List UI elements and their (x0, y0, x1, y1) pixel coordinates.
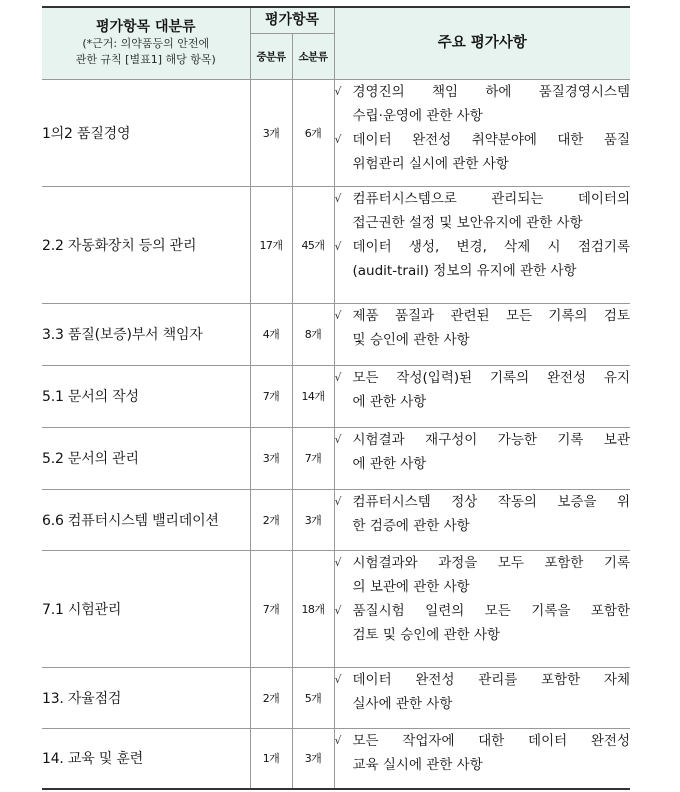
summary-cell (334, 728, 630, 789)
summary-line-1: 제품 품질과 관련된 모든 기록의 검토 (352, 307, 631, 324)
summary-line-1: 데이터 완전성 관리를 포함한 자체 (352, 671, 631, 688)
summary-cell (334, 489, 630, 550)
summary-point (335, 128, 631, 176)
category-header-note-1: (*근거: 의약품등의 안전에 (82, 37, 210, 51)
category-cell: 2.2 자동화장치 등의 관리 (42, 186, 250, 303)
minor-count-cell: 7개 (292, 427, 334, 489)
summary-line-2: 교육 실시에 관한 사항 (352, 756, 483, 773)
summary-point (335, 599, 631, 647)
table-row (42, 728, 630, 789)
major-count-cell: 2개 (250, 489, 292, 550)
major-header: 중분류 (250, 33, 292, 79)
table-row (42, 303, 630, 365)
major-count-cell: 2개 (250, 667, 292, 728)
summary-line-2: 검토 및 승인에 관한 사항 (352, 626, 501, 643)
summary-line-2: 에 관한 사항 (352, 455, 427, 472)
summary-line-1: 컴퓨터시스템으로 관리되는 데이터의 (352, 190, 631, 207)
summary-cell (334, 303, 630, 365)
summary-line-1: 컴퓨터시스템 정상 작동의 보증을 위 (352, 493, 631, 510)
summary-cell (334, 79, 630, 186)
summary-point-text (353, 551, 631, 599)
category-header-title: 평가항목 대분류 (95, 19, 196, 36)
summary-cell (334, 365, 630, 427)
summary-point (335, 366, 631, 414)
category-cell: 5.1 문서의 작성 (42, 365, 250, 427)
minor-count-cell: 8개 (292, 303, 334, 365)
major-count-cell: 3개 (250, 427, 292, 489)
major-count-cell: 3개 (250, 79, 292, 186)
summary-point (335, 668, 631, 716)
summary-point-text (353, 599, 631, 647)
check-mark-icon: √ (334, 603, 342, 617)
summary-cell (334, 186, 630, 303)
check-mark-icon: √ (334, 494, 342, 508)
summary-line-2: 접근권한 설정 및 보안유지에 관한 사항 (352, 214, 583, 231)
major-count-cell: 4개 (250, 303, 292, 365)
summary-line-2: 위험관리 실시에 관한 사항 (352, 155, 509, 172)
summary-point (335, 428, 631, 476)
major-count-cell: 7개 (250, 550, 292, 667)
summary-point (335, 729, 631, 777)
major-count-cell: 17개 (250, 186, 292, 303)
evaluation-table (42, 6, 630, 790)
table-row (42, 186, 630, 303)
summary-point-text (353, 366, 631, 414)
minor-count-cell: 14개 (292, 365, 334, 427)
check-mark-icon: √ (334, 191, 342, 205)
summary-point-text (353, 128, 631, 176)
major-count-cell: 7개 (250, 365, 292, 427)
summary-line-1: 시험결과와 과정을 모두 포함한 기록 (352, 554, 631, 571)
summary-point-text (353, 80, 631, 128)
category-cell: 7.1 시험관리 (42, 550, 250, 667)
summary-line-2: 실사에 관한 사항 (352, 695, 453, 712)
minor-count-cell: 5개 (292, 667, 334, 728)
summary-point (335, 551, 631, 599)
table-row (42, 427, 630, 489)
minor-count-cell: 18개 (292, 550, 334, 667)
table-row (42, 79, 630, 186)
category-cell: 1의2 품질경영 (42, 79, 250, 186)
summary-point (335, 490, 631, 538)
minor-count-cell: 45개 (292, 186, 334, 303)
items-header: 평가항목 (250, 7, 334, 33)
category-header-note-2: 관한 규칙 [별표1] 해당 항목) (75, 53, 216, 67)
category-cell: 5.2 문서의 관리 (42, 427, 250, 489)
summary-line-2: 수립·운영에 관한 사항 (352, 107, 483, 124)
summary-line-1: 모든 작성(입력)된 기록의 완전성 유지 (352, 369, 631, 386)
summary-header: 주요 평가사항 (334, 7, 630, 79)
check-mark-icon: √ (334, 84, 342, 98)
check-mark-icon: √ (334, 432, 342, 446)
minor-header: 소분류 (292, 33, 334, 79)
summary-point-text (353, 668, 631, 716)
check-mark-icon: √ (334, 308, 342, 322)
check-mark-icon: √ (334, 239, 342, 253)
summary-line-1: 경영진의 책임 하에 품질경영시스템 (352, 83, 631, 100)
summary-point-text (353, 729, 631, 777)
summary-point-text (353, 235, 631, 283)
category-cell: 14. 교육 및 훈련 (42, 728, 250, 789)
summary-point-text (353, 490, 631, 538)
summary-cell (334, 427, 630, 489)
summary-point (335, 235, 631, 283)
summary-line-1: 데이터 완전성 취약분야에 대한 품질 (352, 131, 631, 148)
summary-line-1: 품질시험 일련의 모든 기록을 포함한 (352, 602, 631, 619)
summary-line-2: 에 관한 사항 (352, 393, 427, 410)
table-row (42, 550, 630, 667)
check-mark-icon: √ (334, 733, 342, 747)
minor-count-cell: 6개 (292, 79, 334, 186)
summary-point-text (353, 428, 631, 476)
minor-count-cell: 3개 (292, 728, 334, 789)
summary-line-2: (audit-trail) 정보의 유지에 관한 사항 (352, 262, 577, 279)
category-cell: 6.6 컴퓨터시스템 밸리데이션 (42, 489, 250, 550)
summary-line-1: 모든 작업자에 대한 데이터 완전성 (352, 732, 631, 749)
summary-point (335, 187, 631, 235)
major-count-cell: 1개 (250, 728, 292, 789)
summary-cell (334, 667, 630, 728)
summary-line-1: 시험결과 재구성이 가능한 기록 보관 (352, 431, 631, 448)
summary-line-1: 데이터 생성, 변경, 삭제 시 점검기록 (352, 238, 631, 255)
category-cell: 3.3 품질(보증)부서 책임자 (42, 303, 250, 365)
table-row (42, 489, 630, 550)
check-mark-icon: √ (334, 132, 342, 146)
summary-line-2: 및 승인에 관한 사항 (352, 331, 470, 348)
table-row (42, 667, 630, 728)
summary-point (335, 304, 631, 352)
minor-count-cell: 3개 (292, 489, 334, 550)
summary-line-2: 한 검증에 관한 사항 (352, 517, 470, 534)
table-row (42, 365, 630, 427)
check-mark-icon: √ (334, 672, 342, 686)
category-header (42, 7, 250, 79)
summary-point-text (353, 304, 631, 352)
check-mark-icon: √ (334, 555, 342, 569)
summary-cell (334, 550, 630, 667)
summary-point (335, 80, 631, 128)
check-mark-icon: √ (334, 370, 342, 384)
summary-line-2: 의 보관에 관한 사항 (352, 578, 470, 595)
summary-point-text (353, 187, 631, 235)
category-cell: 13. 자율점검 (42, 667, 250, 728)
